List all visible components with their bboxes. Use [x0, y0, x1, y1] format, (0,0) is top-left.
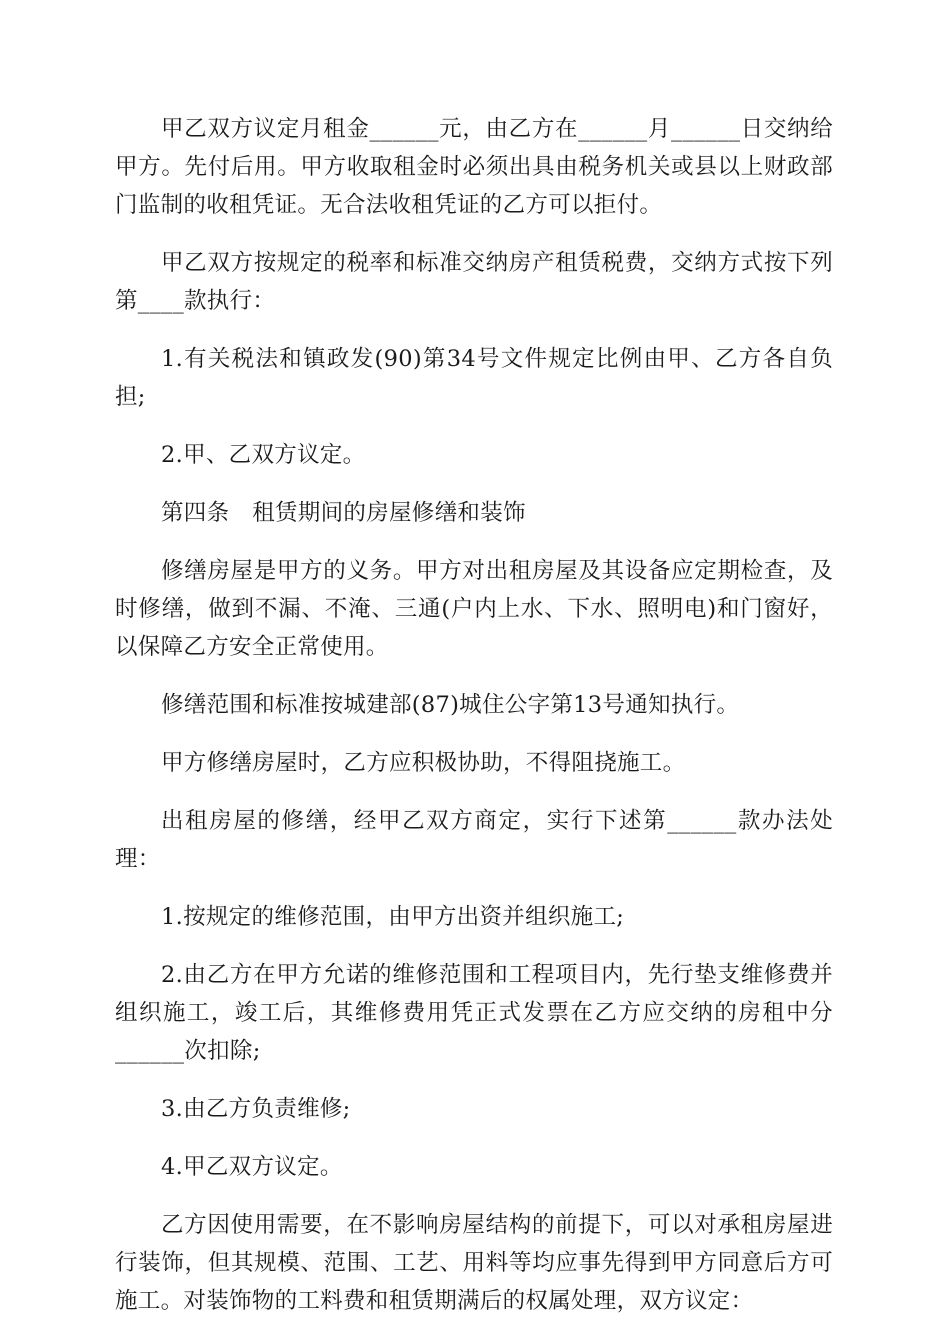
paragraph-tax-payment: 甲乙双方按规定的税率和标准交纳房产租赁税费，交纳方式按下列第____款执行： — [115, 250, 833, 314]
paragraph-repair-duty: 修缮房屋是甲方的义务。甲方对出租房屋及其设备应定期检查，及时修缮，做到不漏、不淹、三通(户内上水、下水、照明电)和门窗好，以保障乙方安全正常使用。 — [115, 558, 833, 660]
paragraph-repair-option-1: 1.按规定的维修范围，由甲方出资并组织施工; — [161, 904, 625, 930]
paragraph-repair-method: 出租房屋的修缮，经甲乙双方商定，实行下述第______款办法处理： — [115, 808, 833, 872]
section-heading-article-4: 第四条 租赁期间的房屋修缮和装饰 — [161, 500, 526, 526]
paragraph-rent-amount: 甲乙双方议定月租金______元，由乙方在______月______日交纳给甲方。先付后用。甲方收取租金时必须出具由税务机关或县以上财政部门监制的收租凭证。无合法收租凭证的乙方可以拒付。 — [115, 116, 833, 218]
paragraph-repair-option-4: 4.甲乙双方议定。 — [161, 1154, 343, 1180]
paragraph-tax-option-2: 2.甲、乙双方议定。 — [161, 442, 366, 468]
paragraph-repair-option-2: 2.由乙方在甲方允诺的维修范围和工程项目内，先行垫支维修费并组织施工，竣工后，其维修费用凭正式发票在乙方应交纳的房租中分______次扣除; — [115, 962, 833, 1064]
paragraph-repair-cooperation: 甲方修缮房屋时，乙方应积极协助，不得阻挠施工。 — [161, 750, 686, 776]
document-page — [115, 110, 833, 1340]
paragraph-repair-scope: 修缮范围和标准按城建部(87)城住公字第13号通知执行。 — [161, 692, 740, 718]
paragraph-tax-option-1: 1.有关税法和镇政发(90)第34号文件规定比例由甲、乙方各自负担; — [115, 346, 833, 410]
paragraph-decoration: 乙方因使用需要，在不影响房屋结构的前提下，可以对承租房屋进行装饰，但其规模、范围、工艺、用料等均应事先得到甲方同意后方可施工。对装饰物的工料费和租赁期满后的权属处理，双方议定： — [115, 1212, 833, 1314]
paragraph-repair-option-3: 3.由乙方负责维修; — [161, 1096, 351, 1122]
